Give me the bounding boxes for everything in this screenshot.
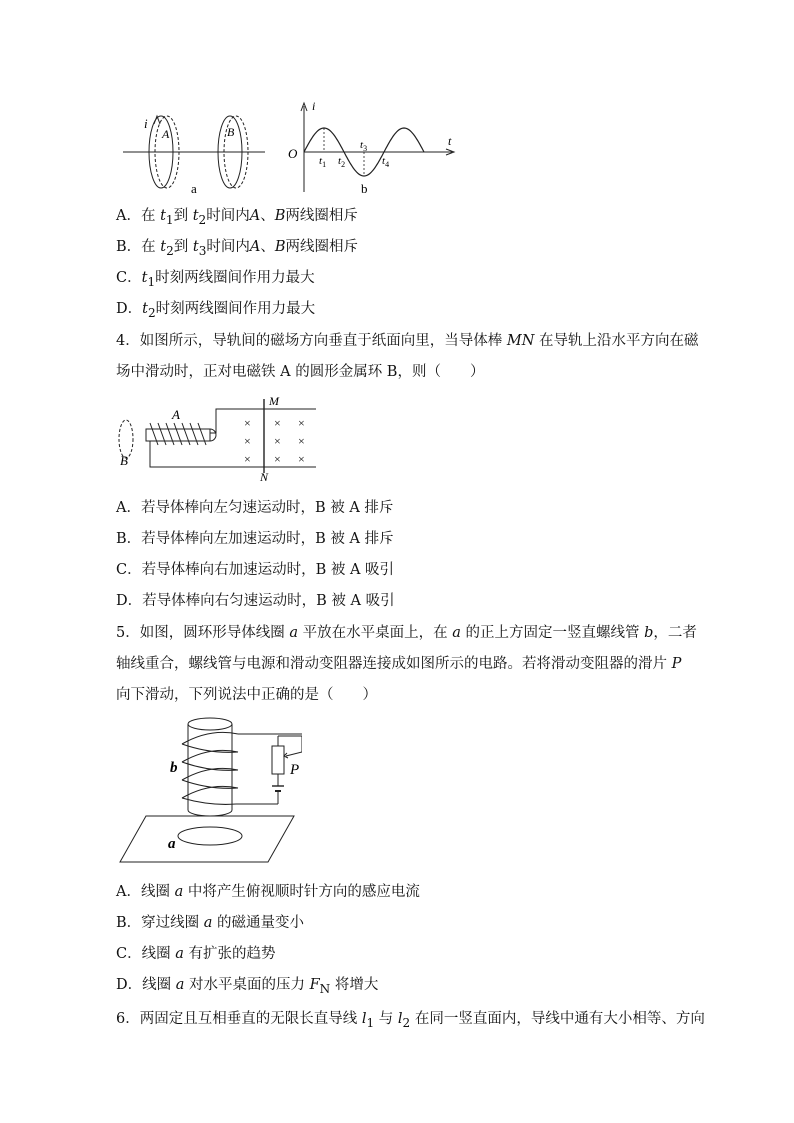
svg-text:×: × bbox=[298, 434, 305, 448]
q4-stem-line2: 场中滑动时，正对电磁铁 A 的圆形金属环 B，则（ ） bbox=[116, 364, 485, 380]
solenoid-b-label: b bbox=[170, 760, 178, 776]
figure-solenoid-and-ring bbox=[118, 714, 302, 866]
t2-label: $t_2$ bbox=[338, 155, 346, 169]
rod-M-label: M bbox=[269, 394, 279, 408]
electromagnet-label: A bbox=[172, 407, 180, 422]
q5-option-b[interactable]: B．穿过线圈 a 的磁通量变小 bbox=[116, 915, 305, 931]
q5-option-c[interactable]: C．线圈 a 有扩张的趋势 bbox=[116, 946, 276, 962]
rheostat-slider bbox=[286, 752, 302, 756]
q5-option-a[interactable]: A．线圈 a 中将产生俯视顺时针方向的感应电流 bbox=[116, 884, 420, 900]
q4-option-b[interactable]: B．若导体棒向左加速运动时，B 被 A 排斥 bbox=[116, 531, 394, 547]
svg-text:×: × bbox=[244, 452, 251, 466]
electromagnet-end bbox=[210, 429, 216, 441]
q5-option-d[interactable]: D．线圈 a 对水平桌面的压力 $F_N$ 将增大 bbox=[116, 977, 379, 996]
svg-text:×: × bbox=[274, 416, 281, 430]
q5-stem-line2: 轴线重合，螺线管与电源和滑动变阻器连接成如图所示的电路。若将滑动变阻器的滑片 P bbox=[116, 656, 682, 672]
tabletop bbox=[120, 816, 294, 862]
ring-a-label: a bbox=[168, 836, 176, 852]
svg-text:×: × bbox=[244, 434, 251, 448]
q3-option-c[interactable]: C．$t_1$时刻两线圈间作用力最大 bbox=[116, 270, 315, 289]
ring-a bbox=[178, 827, 242, 845]
q4-stem-line1: 4．如图所示，导轨间的磁场方向垂直于纸面向里，当导体棒 MN 在导轨上沿水平方向在磁 bbox=[116, 333, 699, 349]
solenoid-top bbox=[188, 718, 232, 730]
svg-text:×: × bbox=[274, 452, 281, 466]
figure-electromagnet-rails bbox=[114, 393, 324, 481]
t-axis-label: t bbox=[448, 134, 452, 148]
circuit-wire-top bbox=[278, 736, 302, 752]
q5-stem-line1: 5．如图，圆环形导体线圈 a 平放在水平桌面上，在 a 的正上方固定一竖直螺线管 b，二者 bbox=[116, 625, 697, 641]
rod-N-label: N bbox=[260, 470, 269, 481]
solenoid-windings bbox=[182, 732, 238, 804]
fig-a-caption: a bbox=[191, 181, 197, 196]
figure-coils-and-current-graph bbox=[118, 98, 468, 198]
q6-stem-line1: 6．两固定且互相垂直的无限长直导线 $l_1$ 与 $l_2$ 在同一竖直面内，导线中通有大小相等、方向 bbox=[116, 1011, 705, 1030]
q4-option-a[interactable]: A．若导体棒向左匀速运动时，B 被 A 排斥 bbox=[116, 500, 394, 516]
ring-B-label: B bbox=[120, 453, 128, 468]
lower-rail bbox=[150, 441, 316, 467]
q3-option-b[interactable]: B．在 $t_2$到 $t_3$时间内A、B两线圈相斥 bbox=[116, 239, 359, 258]
svg-text:×: × bbox=[274, 434, 281, 448]
slider-P-label: P bbox=[290, 762, 300, 778]
current-label: i bbox=[144, 116, 148, 131]
q3-option-a[interactable]: A．在 $t_1$到 $t_2$时间内A、B两线圈相斥 bbox=[116, 208, 358, 227]
q3-option-d[interactable]: D．$t_2$时刻两线圈间作用力最大 bbox=[116, 301, 316, 320]
q4-option-c[interactable]: C．若导体棒向右加速运动时，B 被 A 吸引 bbox=[116, 562, 395, 578]
coil-B-label: B bbox=[227, 125, 235, 139]
rheostat bbox=[272, 746, 284, 774]
coil-A-label: A bbox=[162, 127, 170, 141]
t1-label: $t_1$ bbox=[319, 155, 327, 169]
q4-option-d[interactable]: D．若导体棒向右匀速运动时，B 被 A 吸引 bbox=[116, 593, 395, 609]
magnetic-field-crosses bbox=[244, 416, 305, 466]
electromagnet-coil bbox=[150, 423, 206, 445]
t4-label: $t_4$ bbox=[382, 155, 390, 169]
svg-text:×: × bbox=[298, 452, 305, 466]
fig-b-caption: b bbox=[361, 181, 368, 196]
origin-label: O bbox=[288, 146, 298, 161]
t3-label: $t_3$ bbox=[360, 139, 368, 153]
solenoid-bottom bbox=[188, 810, 232, 816]
i-axis-label: i bbox=[312, 99, 316, 113]
svg-text:×: × bbox=[244, 416, 251, 430]
svg-text:×: × bbox=[298, 416, 305, 430]
q5-stem-line3: 向下滑动，下列说法中正确的是（ ） bbox=[116, 687, 377, 703]
